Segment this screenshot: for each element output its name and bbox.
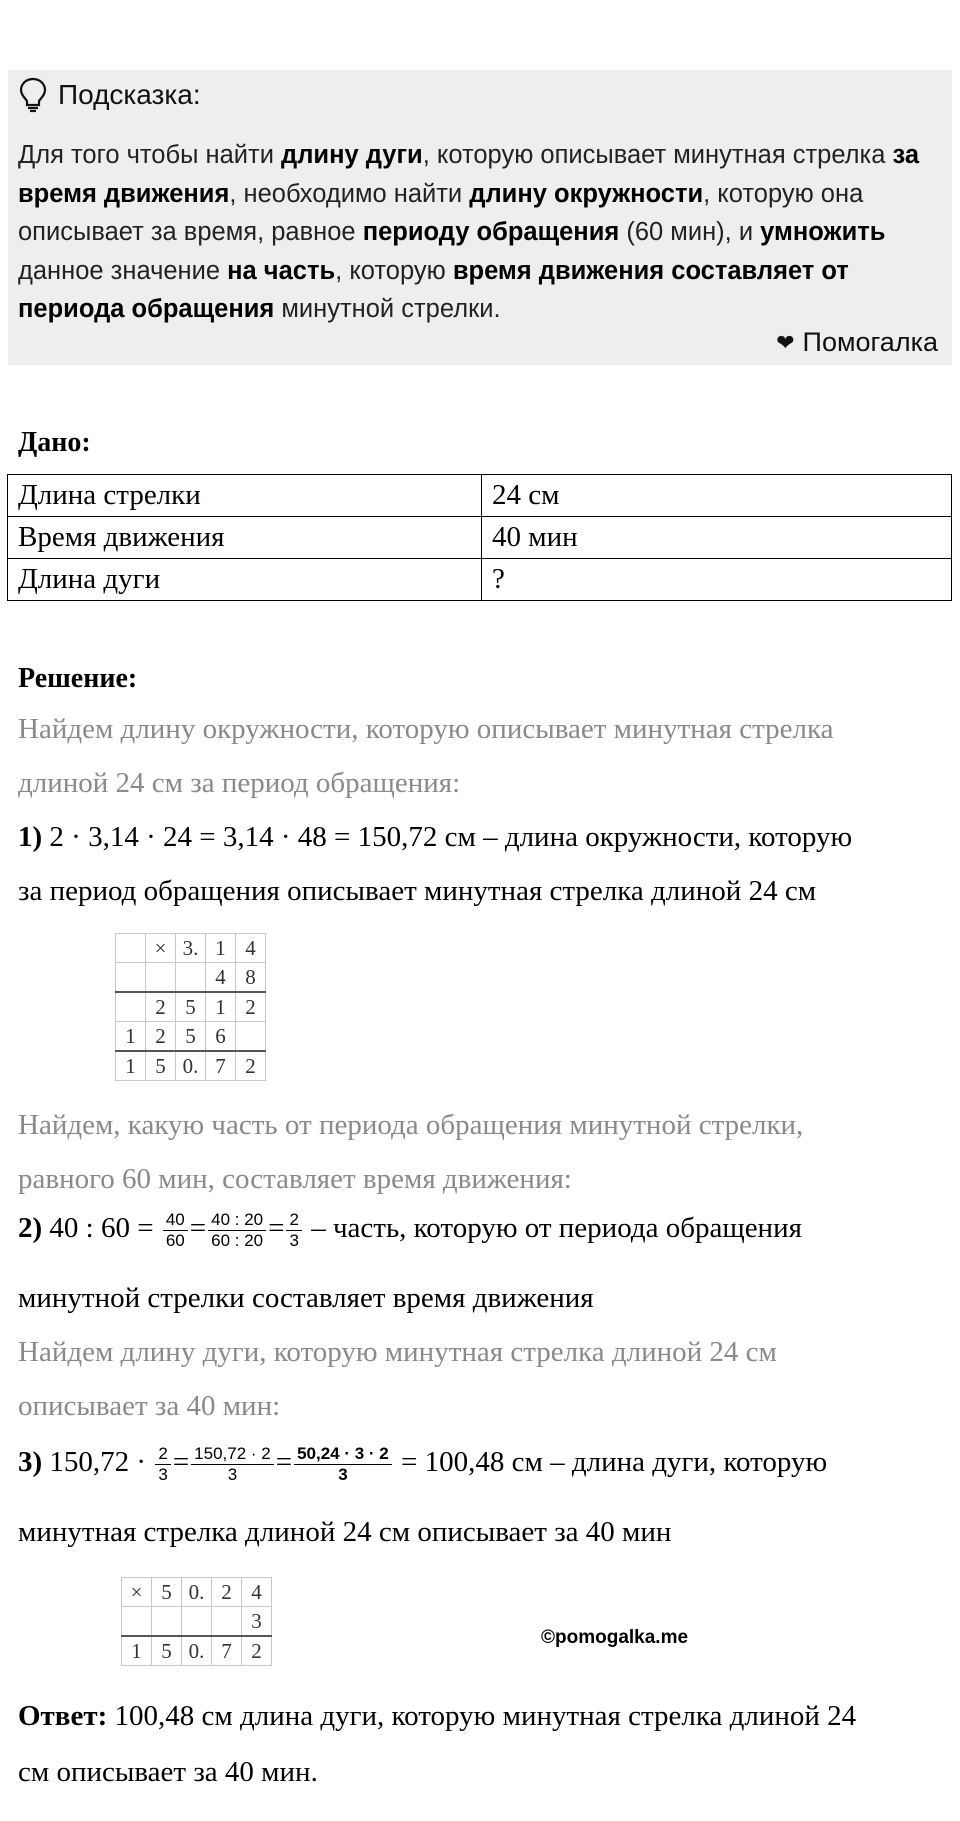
- calc-row: [116, 963, 266, 993]
- calc-cell: 5: [152, 1578, 182, 1607]
- brand-label: [776, 327, 938, 358]
- calc-row: [122, 1636, 272, 1666]
- step-text-line: минутная стрелка длиной 24 см описывает за 40 мин: [18, 1516, 672, 1548]
- calc-cell: 4: [206, 963, 236, 993]
- given-label: Дано:: [18, 427, 91, 458]
- lightbulb-icon: [18, 77, 48, 113]
- calc-cell: 5: [176, 1022, 206, 1052]
- multiplication-table-1: [115, 933, 266, 1081]
- intro-line: описывает за 40 мин:: [18, 1390, 281, 1422]
- step-1: [18, 821, 852, 854]
- calc-cell: 0.: [182, 1636, 212, 1666]
- hint-text: [18, 136, 943, 329]
- hint-fragment: данное значение: [18, 256, 228, 285]
- fraction: $\frac{150,72 \cdot 2}{3}$: [191, 1444, 274, 1485]
- given-cell: 24 см: [482, 475, 952, 517]
- calc-cell: ×: [122, 1578, 152, 1607]
- copyright: ©pomogalka.me: [541, 1627, 689, 1648]
- calc-cell: 1: [122, 1636, 152, 1666]
- calc-cell: 2: [146, 992, 176, 1022]
- hint-emphasis: длину дуги: [281, 141, 423, 169]
- calc-cell: 1: [116, 1051, 146, 1081]
- calc-cell: 0.: [182, 1578, 212, 1607]
- calc-cell: 7: [206, 1051, 236, 1081]
- heart-icon: ❤: [776, 329, 795, 355]
- calc-cell: 2: [236, 1051, 266, 1081]
- table-row: [8, 475, 952, 517]
- brand-text: Помогалка: [802, 327, 938, 357]
- calc-cell: [146, 963, 176, 993]
- step-number: 1): [18, 821, 43, 853]
- calc-cell: 1: [206, 992, 236, 1022]
- given-cell: 40 мин: [482, 517, 952, 559]
- given-cell: Длина стрелки: [8, 475, 482, 517]
- hint-title-text: Подсказка:: [58, 79, 201, 110]
- hint-emphasis: время движения составляет от периода обращения: [18, 256, 849, 323]
- calc-cell: 3.: [176, 934, 206, 963]
- answer-line-2: см описывает за 40 мин.: [18, 1756, 318, 1788]
- calc-cell: 2: [236, 992, 266, 1022]
- given-table: [7, 474, 952, 601]
- step-text: – часть, которую от периода обращения: [303, 1212, 802, 1245]
- calc-cell: [116, 963, 146, 993]
- calc-cell: 4: [242, 1578, 272, 1607]
- calc-row: [116, 934, 266, 963]
- calc-cell: [236, 1022, 266, 1052]
- calc-cell: 5: [176, 992, 206, 1022]
- calc-cell: 7: [212, 1636, 242, 1666]
- calc-cell: [182, 1607, 212, 1637]
- hint-emphasis: на часть: [227, 256, 336, 285]
- given-cell: Длина дуги: [8, 559, 482, 601]
- calc-cell: 8: [236, 963, 266, 993]
- calc-row: [116, 1051, 266, 1081]
- step-number: 2): [18, 1212, 43, 1245]
- intro-line: длиной 24 см за период обращения:: [18, 767, 461, 799]
- hint-emphasis: периоду обращения: [362, 218, 620, 246]
- calc-cell: 5: [152, 1636, 182, 1666]
- calc-cell: 1: [206, 934, 236, 963]
- calc-cell: 2: [146, 1022, 176, 1052]
- calc-row: [122, 1607, 272, 1637]
- fraction: $\frac{2}{3}$: [286, 1210, 301, 1251]
- calc-cell: [122, 1607, 152, 1637]
- answer-label: Ответ:: [18, 1700, 108, 1732]
- multiplication-table-2: [121, 1577, 272, 1666]
- calc-row: [116, 1022, 266, 1052]
- hint-fragment: (60 мин), и: [619, 218, 761, 246]
- hint-fragment: , которую она описывает за время, равное: [18, 179, 864, 246]
- given-cell: Время движения: [8, 517, 482, 559]
- step-text: 40 : 60 =: [42, 1212, 161, 1245]
- calc-cell: [176, 963, 206, 993]
- fraction: $\frac{2}{3}$: [155, 1444, 170, 1485]
- calc-cell: 0.: [176, 1051, 206, 1081]
- calc-cell: [152, 1607, 182, 1637]
- step-3: 3) 150,72 · $\frac{2}{3}$ = $\frac{150,72 \cdot 2}{3}$ = $\frac{50,24 \cdot 3 \cdot 2}{3}$ = 100,48 см – длина дуги, которую: [18, 1444, 828, 1484]
- step-text: 150,72 ·: [42, 1446, 154, 1479]
- hint-emphasis: за время движения: [18, 141, 920, 208]
- calc-cell: 2: [212, 1578, 242, 1607]
- calc-cell: [212, 1607, 242, 1637]
- calc-row: [122, 1578, 272, 1607]
- given-cell: ?: [482, 559, 952, 601]
- intro-line: равного 60 мин, составляет время движения:: [18, 1163, 572, 1195]
- calc-cell: 6: [206, 1022, 236, 1052]
- hint-title: [18, 78, 201, 112]
- intro-line: Найдем длину дуги, которую минутная стрелка длиной 24 см: [18, 1336, 777, 1368]
- step-2: 2) 40 : 60 = $\frac{40}{60}$ = $\frac{40 : 20}{60 : 20}$ = $\frac{2}{3}$ – часть, которую от периода обращения: [18, 1210, 802, 1250]
- calc-row: [116, 992, 266, 1022]
- table-row: [8, 559, 952, 601]
- hint-emphasis: умножить: [760, 218, 886, 246]
- calc-cell: 2: [242, 1636, 272, 1666]
- calc-cell: 1: [116, 1022, 146, 1052]
- calc-cell: ×: [146, 934, 176, 963]
- hint-fragment: , которую: [335, 256, 453, 285]
- step-text-line: за период обращения описывает минутная стрелка длиной 24 см: [18, 875, 817, 907]
- hint-fragment: , необходимо найти: [229, 179, 470, 208]
- solution-label: Решение:: [18, 663, 138, 694]
- calc-cell: [116, 992, 146, 1022]
- calc-cell: [116, 934, 146, 963]
- intro-line: Найдем длину окружности, которую описывает минутная стрелка: [18, 713, 834, 745]
- hint-fragment: , которую описывает минутная стрелка: [422, 141, 893, 169]
- hint-fragment: Для того чтобы найти: [18, 141, 282, 169]
- intro-line: Найдем, какую часть от периода обращения минутной стрелки,: [18, 1109, 804, 1141]
- table-row: [8, 517, 952, 559]
- fraction: $\frac{50,24 \cdot 3 \cdot 2}{3}$: [294, 1444, 392, 1485]
- calc-cell: 3: [242, 1607, 272, 1637]
- calc-cell: 4: [236, 934, 266, 963]
- step-text: 2 · 3,14 · 24 = 3,14 · 48 = 150,72 см – длина окружности, которую: [42, 821, 853, 853]
- fraction: $\frac{40}{60}$: [163, 1210, 188, 1251]
- hint-emphasis: длину окружности: [469, 179, 704, 208]
- calc-cell: 5: [146, 1051, 176, 1081]
- step-number: 3): [18, 1446, 43, 1479]
- answer-text: 100,48 см длина дуги, которую минутная стрелка длиной 24: [107, 1700, 857, 1732]
- fraction: $\frac{40 : 20}{60 : 20}$: [208, 1210, 266, 1251]
- answer-line: [18, 1700, 856, 1733]
- step-text: = 100,48 см – длина дуги, которую: [393, 1446, 828, 1479]
- step-text-line: минутной стрелки составляет время движения: [18, 1282, 594, 1314]
- hint-fragment: минутной стрелки.: [274, 295, 501, 323]
